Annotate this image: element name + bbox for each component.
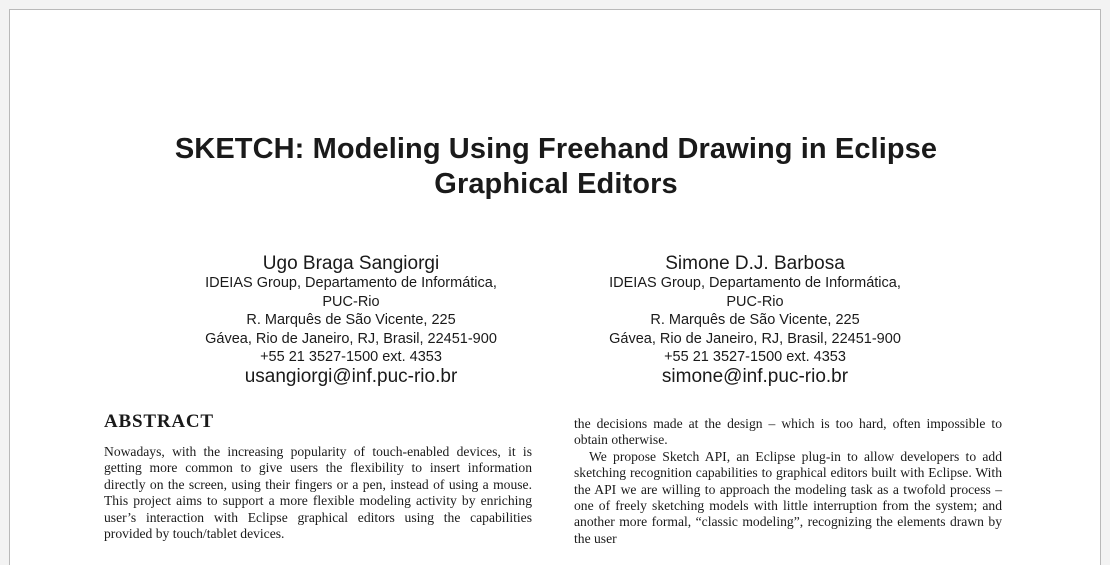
author-email: simone@inf.puc-rio.br <box>661 365 849 387</box>
author-city-address: Gávea, Rio de Janeiro, RJ, Brasil, 22451-900 <box>205 330 497 347</box>
author-block-2 <box>545 253 965 387</box>
author-city-address: Gávea, Rio de Janeiro, RJ, Brasil, 22451-900 <box>609 330 901 347</box>
author-block-1 <box>141 253 561 387</box>
pdf-page <box>9 9 1101 565</box>
author-street-address: R. Marquês de São Vicente, 225 <box>246 312 456 328</box>
author-name: Simone D.J. Barbosa <box>665 253 845 274</box>
author-name: Ugo Braga Sangiorgi <box>262 253 440 274</box>
right-text-column <box>574 416 1002 547</box>
author-affiliation: IDEIAS Group, Departamento de Informática, <box>205 275 497 291</box>
author-street-address: R. Marquês de São Vicente, 225 <box>650 312 860 328</box>
author-phone: +55 21 3527-1500 ext. 4353 <box>260 349 442 365</box>
body-paragraph-continued: the decisions made at the design – which is too hard, often impossible to obtain otherwise. <box>574 416 1002 448</box>
author-email: usangiorgi@inf.puc-rio.br <box>244 365 458 387</box>
abstract-heading: ABSTRACT <box>104 411 214 432</box>
paper-title-line-2: Graphical Editors <box>434 168 678 200</box>
author-institution: PUC-Rio <box>322 293 380 310</box>
paper-title <box>10 132 1101 202</box>
author-phone: +55 21 3527-1500 ext. 4353 <box>664 349 846 365</box>
body-paragraph: We propose Sketch API, an Eclipse plug-in to allow developers to add sketching recognition capabilities to graphical editors built with Eclipse. With the API we are willing to approach the modeling task as a twofold process – one of freely sketching models with little interruption from the system; and another more formal, “classic modeling”, recognizing the elements drawn by the user <box>574 448 1002 546</box>
author-institution: PUC-Rio <box>726 293 784 310</box>
abstract-paragraph: Nowadays, with the increasing popularity of touch-enabled devices, it is getting more common to give users the flexibility to insert information directly on the screen, using their fingers or a pen, instead of using a mouse. This project aims to support a more flexible modeling activity by enriching user’s interaction with Eclipse graphical editors using the capabilities provided by touch/tablet devices. <box>104 444 532 542</box>
author-affiliation: IDEIAS Group, Departamento de Informática, <box>609 275 901 291</box>
abstract-column <box>104 444 532 542</box>
paper-title-line-1: SKETCH: Modeling Using Freehand Drawing in Eclipse <box>174 133 938 165</box>
